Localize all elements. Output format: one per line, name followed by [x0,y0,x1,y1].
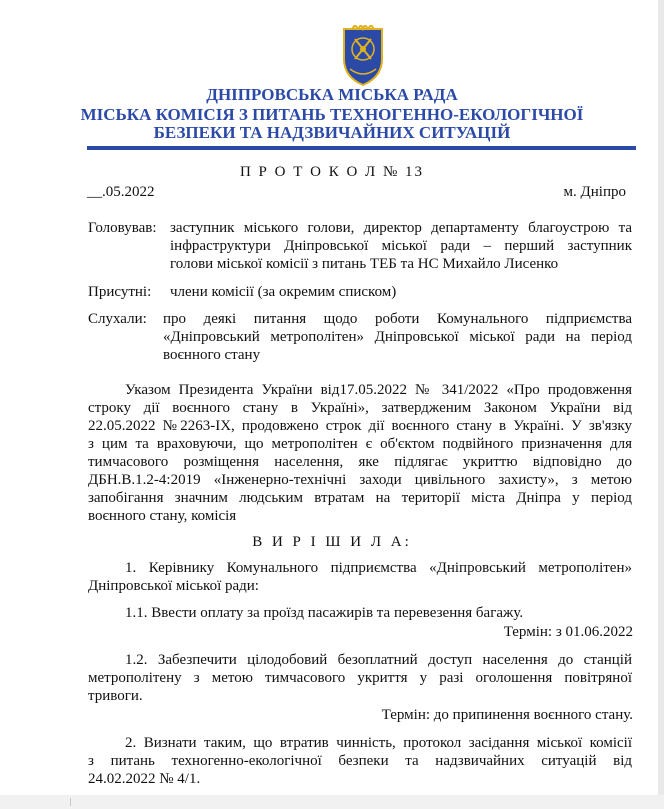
protocol-city: м. Дніпро [563,184,626,200]
heard-line: воєнного стану [163,347,261,363]
item-1-2-term: Термін: до припинення воєнного стану. [381,707,633,723]
preamble-line: з цим та враховуючи, що метрополітен є об'єктом подвійного призначення для [88,436,632,452]
heard-label: Слухали: [88,311,147,327]
council-name: ДНІПРОВСЬКА МІСЬКА РАДА [206,85,458,104]
bottom-bar-divider [70,798,71,806]
preamble-line: 22.05.2022 №2263-ІХ, продовжено строк дії воєнного стану в Україні. У зв'язку [88,418,632,434]
preamble-line: запобігання значним людським втратам на території міста Дніпра у період [88,490,632,506]
chair-line: голови міської комісії з питань ТЕБ та НС Михайло Лисенко [170,256,559,272]
chair-line: заступник міського голови, директор департаменту благоустрою та [170,220,632,236]
preamble-line: ДБН.В.1.2-4:2019 «Інженерно-технічні заходи цивільного захисту», з метою [88,472,632,488]
protocol-title: П Р О Т О К О Л № 13 [239,164,425,180]
preamble-line: Указом Президента України від17.05.2022 № 341/2022 «Про продовження [125,382,632,398]
preamble-line: воєнного стану, комісія [88,508,237,524]
protocol-date: __.05.2022 [87,184,155,200]
viewer-bottom-bar [0,795,664,809]
present-label: Присутні: [88,284,152,300]
heard-line: про деякі питання щодо роботи Комунального підприємства [163,311,632,327]
commission-title-line1: МІСЬКА КОМІСІЯ З ПИТАНЬ ТЕХНОГЕННО-ЕКОЛОГІЧНОЇ [80,105,584,124]
item-1-line: Дніпровської міської ради: [88,578,259,594]
chair-label: Головував: [88,220,157,236]
item-2-line: з питань техногенно-екологічної безпеки та надзвичайних ситуацій від [88,753,632,769]
item-1-2-line: тривоги. [88,688,143,704]
item-1-2-line: 1.2. Забезпечити цілодобовий безоплатний доступ населення до станцій [125,652,632,668]
chair-line: інфраструктури Дніпровської міської ради – перший заступник [170,238,632,254]
preamble-line: тимчасового розміщення населення, яке підлягає укриттю відповідно до [88,454,632,470]
header-divider [87,146,636,150]
decided-heading: В И Р І Ш И Л А: [252,534,412,550]
city-emblem-icon [338,25,388,87]
commission-title-line2: БЕЗПЕКИ ТА НАДЗВИЧАЙНИХ СИТУАЦІЙ [153,123,511,142]
item-2-line: 24.02.2022 № 4/1. [88,771,201,787]
item-1-2-line: метрополітену з метою тимчасового укриття у разі оголошення повітряної [88,670,632,686]
item-1-1-term: Термін: з 01.06.2022 [503,624,633,640]
viewer-scroll-edge[interactable] [658,0,664,795]
preamble-line: строку дії воєнного стану в Україні», затвердженим Законом України від [88,400,632,416]
item-1-line: 1. Керівнику Комунального підприємства «Дніпровський метрополітен» [125,560,632,576]
heard-line: «Дніпровський метрополітен» Дніпровської міської ради на період [163,329,632,345]
present-text: члени комісії (за окремим списком) [170,284,397,300]
item-2-line: 2. Визнати таким, що втратив чинність, протокол засідання міської комісії [125,735,632,751]
item-1-1: 1.1. Ввести оплату за проїзд пасажирів та перевезення багажу. [125,605,524,621]
